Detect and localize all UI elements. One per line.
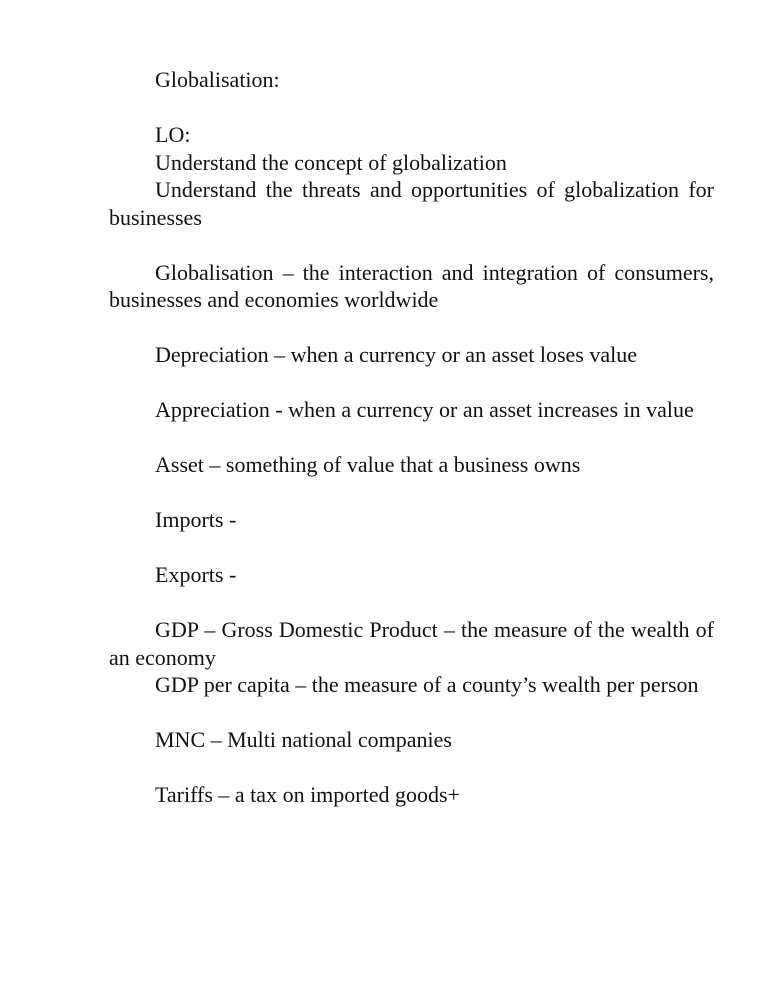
document-page: [109, 66, 714, 809]
blank-line: [109, 479, 714, 507]
definition-imports: Imports -: [155, 507, 237, 532]
definition-exports: Exports -: [155, 562, 237, 587]
blank-line: [109, 754, 714, 782]
blank-line: [109, 534, 714, 562]
learning-objectives-heading: LO:: [155, 122, 191, 147]
learning-objective: Understand the concept of globalization: [155, 149, 507, 175]
definition-globalisation: Globalisation – the interaction and integration of consumers, businesses and economies worldwide: [109, 259, 714, 312]
blank-line: [109, 424, 714, 452]
learning-objective: Understand the threats and opportunities of globalization for businesses: [109, 177, 714, 230]
definition-mnc: MNC – Multi national companies: [155, 727, 452, 752]
definition-asset: Asset – something of value that a business owns: [155, 452, 581, 477]
definition-tariffs: Tariffs – a tax on imported goods+: [155, 782, 460, 807]
definition-gdp-per-capita: GDP per capita – the measure of a county’s wealth per person: [155, 672, 699, 697]
definition-appreciation: Appreciation - when a currency or an asset increases in value: [155, 397, 694, 422]
blank-line: [109, 314, 714, 342]
blank-line: [109, 369, 714, 397]
definition-depreciation: Depreciation – when a currency or an asset loses value: [155, 342, 637, 367]
definition-gdp: GDP – Gross Domestic Product – the measure of the wealth of an economy: [109, 617, 714, 670]
document-title: Globalisation:: [155, 67, 280, 92]
blank-line: [109, 589, 714, 617]
blank-line: [109, 699, 714, 727]
blank-line: [109, 94, 714, 122]
blank-line: [109, 231, 714, 259]
